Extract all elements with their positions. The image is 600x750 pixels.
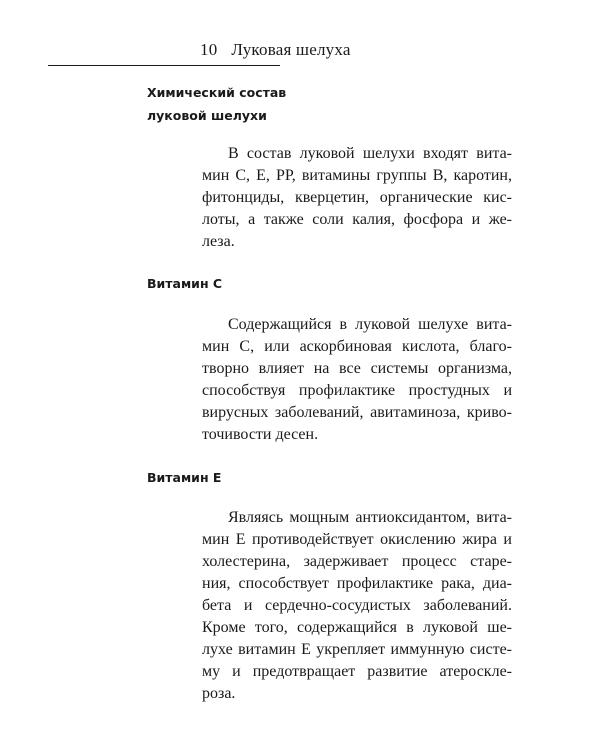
text-line: способствуя профилактике простудных и [202, 382, 512, 399]
section-heading-chemical-composition [147, 81, 286, 127]
text-line: мин С, или аскорбиновая кислота, благо- [202, 338, 512, 355]
paragraph-vitamin-e [202, 507, 512, 705]
text-line: роза. [202, 685, 236, 702]
page-number: 10 [200, 40, 218, 59]
text-line: лухе витамин Е укрепляет иммунную систе- [202, 641, 512, 658]
text-line: вирусных заболеваний, авитаминоза, криво- [202, 404, 512, 421]
section-heading-vitamin-e [147, 466, 221, 489]
text-line: Кроме того, содержащийся в луковой ше- [202, 619, 512, 636]
text-line: мин Е противодействует окислению жира и [202, 531, 512, 548]
text-line: творно влияет на все системы организма, [202, 360, 512, 377]
text-line: фитонциды, кверцетин, органические кис- [202, 189, 512, 206]
text-line: точивости десен. [202, 426, 319, 443]
text-line: Являясь мощным антиоксидантом, вита- [228, 509, 512, 526]
text-line: му и предотвращает развитие атероскле- [202, 663, 512, 680]
text-line: мин С, Е, РР, витамины группы В, каротин, [202, 167, 512, 184]
text-line: бета и сердечно-сосудистых заболеваний. [202, 597, 512, 614]
heading-line: Витамин С [147, 276, 223, 291]
text-line: холестерина, задерживает процесс старе- [202, 553, 512, 570]
paragraph-chemical-composition [202, 143, 512, 253]
text-line: Содержащийся в луковой шелухе вита- [228, 316, 512, 333]
heading-line: Химический состав [147, 85, 287, 100]
heading-line: луковой шелухи [147, 108, 267, 123]
running-title: Луковая шелуха [231, 40, 351, 59]
text-line: лоты, а также соли калия, фосфора и же- [202, 211, 512, 228]
heading-line: Витамин Е [147, 470, 222, 485]
text-line: ния, способствует профилактике рака, диа- [202, 575, 512, 592]
header-rule [48, 65, 280, 66]
paragraph-vitamin-c [202, 314, 512, 446]
text-line: В состав луковой шелухи входят вита- [228, 145, 512, 162]
text-line: леза. [202, 233, 235, 250]
running-head [200, 40, 351, 60]
section-heading-vitamin-c [147, 272, 222, 295]
